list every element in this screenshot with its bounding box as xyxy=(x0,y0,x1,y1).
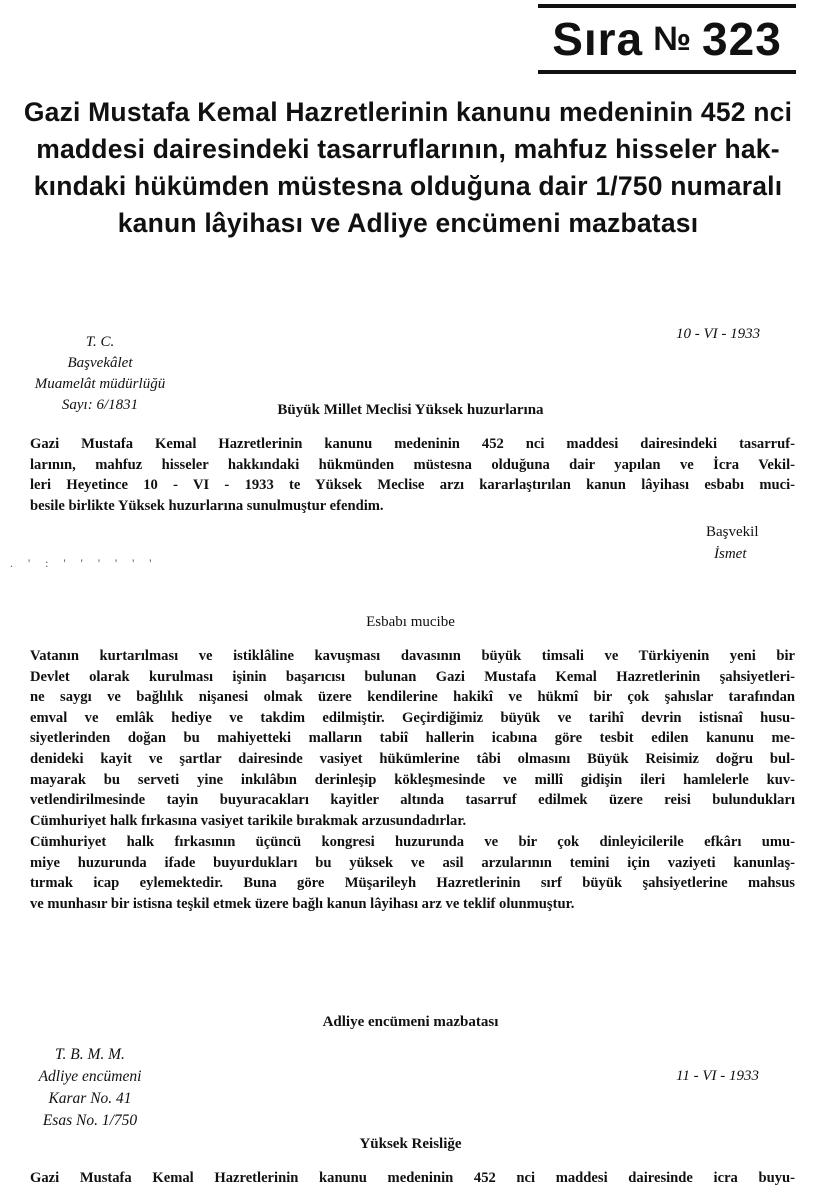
letter-body-line: leri Heyetince 10 - VI - 1933 te Yüksek Meclise arzı kararlaştırılan kanun lâyihası esbabı muci- xyxy=(30,477,795,494)
esbab-line: Cümhuriyet halk fırkasına vasiyet tarikile bırakmak arzusundadırlar. xyxy=(30,812,467,829)
letter-body-line: larının, mahfuz hisseler hakkındaki hükmünden müstesna olduğuna dair yapılan ve İcra Vekil- xyxy=(30,456,795,473)
letter-header-line: Sayı: 6/1831 xyxy=(61,397,139,413)
signature-name: İsmet xyxy=(714,546,747,562)
mazbata-header-line: Adliye encümeni xyxy=(38,1068,142,1085)
esbab-line: vetlendirilmesinde tayin buyuracakları kayitler altında tasarruf edilmek üzere reisi bulundukları xyxy=(30,792,795,809)
sira-number-box xyxy=(538,4,796,74)
mazbata-header-line: Esas No. 1/750 xyxy=(42,1112,138,1129)
letter-header-line: Muamelât müdürlüğü xyxy=(34,376,166,392)
mazbata-heading: Adliye encümeni mazbatası xyxy=(322,1014,499,1030)
title-line: maddesi dairesindeki tasarruflarının, mahfuz hisseler hak- xyxy=(36,134,780,164)
esbab-line: denideki kayit ve şartlar dairesinde vasiyet hükümlerine tâbi olmasını Büyük Reisimiz doğru bul- xyxy=(30,750,795,767)
letter-header-line: T. C. xyxy=(85,334,115,350)
esbab-line: mayarak bu serveti yine inkılâbın derinleşip kökleşmesinde ve millî gidişin ileri hamlelerle kuv- xyxy=(30,771,795,788)
esbab-line: Vatanın kurtarılması ve istiklâline kavuşması davasının büyük timsali ve Türkiyenin yeni bir xyxy=(30,648,795,664)
esbab-line: siyetlerinden doğan bu mahiyetteki malların tabiî hallerin icabına göre tesbit edilen kanunu me- xyxy=(30,730,795,747)
esbab-line: emval ve emlâk hediye ve takdim edilmiştir. Geçirdiğimiz büyük ve tarihî devrin istisnaî husu- xyxy=(30,709,795,726)
letter-body-line: besile birlikte Yüksek huzurlarına sunulmuştur efendim. xyxy=(30,497,384,514)
mazbata-date: 11 - VI - 1933 xyxy=(676,1068,760,1084)
esbab-para-1 xyxy=(30,646,795,831)
letter-body xyxy=(30,434,795,516)
mazbata-header-line: T. B. M. M. xyxy=(55,1046,125,1063)
sira-number: 323 xyxy=(702,13,782,65)
esbab-line: miye huzurunda ifade buyurdukları bu yüksek ve asil arzularının temini için vaziyeti kanunlaş- xyxy=(30,854,795,871)
mazbata-body xyxy=(30,1168,795,1189)
esbab-line: ve munhasır bir istisna teşkil etmek üzere bağlı kanun lâyihası arz ve teklif olunmuştur. xyxy=(30,895,575,912)
title-line: kanun lâyihası ve Adliye encümeni mazbatası xyxy=(117,208,699,238)
esbab-line: Cümhuriyet halk fırkasının üçüncü kongresi huzurunda ve bir çok dinleyicilerile efkârı umu- xyxy=(30,834,795,850)
sira-word: Sıra xyxy=(552,13,644,65)
letter-header-line: Başvekâlet xyxy=(67,355,133,371)
esbab-heading: Esbabı mucibe xyxy=(366,614,455,630)
mazbata-header-line: Karar No. 41 xyxy=(48,1090,132,1107)
mazbata-salutation: Yüksek Reisliğe xyxy=(359,1136,462,1152)
esbab-line: tırmak icap eylemektedir. Buna göre Müşarileyh Hazretlerinin sırf büyük şahsiyetlerine mahsus xyxy=(30,875,795,892)
numero-sign: № xyxy=(653,19,693,58)
scan-specks: . ' : ' ' ' ' ' ' xyxy=(10,556,158,570)
letter-salutation: Büyük Millet Meclisi Yüksek huzurlarına xyxy=(277,402,544,418)
letter-body-line: Gazi Mustafa Kemal Hazretlerinin kanunu medeninin 452 nci maddesi dairesindeki tasarruf- xyxy=(30,436,795,452)
esbab-line: ne saygı ve bağlılık nişanesi olmak üzere kendilerine hakikî ve hükmî bir çok şahıslar tarafından xyxy=(30,689,795,706)
esbab-line: Devlet olarak kurulması işinin başarıcısı bulunan Gazi Mustafa Kemal Hazretlerinin şahsiyetleri- xyxy=(30,668,795,685)
signature-title: Başvekil xyxy=(706,524,759,540)
document-title xyxy=(8,94,808,242)
title-line: Gazi Mustafa Kemal Hazretlerinin kanunu medeninin 452 nci xyxy=(23,97,793,127)
title-line: kındaki hükümden müstesna olduğuna dair 1/750 numaralı xyxy=(33,171,783,201)
mazbata-header xyxy=(10,1044,170,1132)
mazbata-body-line: Gazi Mustafa Kemal Hazretlerinin kanunu medeninin 452 nci maddesi dairesinde icra buyu- xyxy=(30,1170,795,1186)
esbab-para-2 xyxy=(30,832,795,914)
letter-date: 10 - VI - 1933 xyxy=(676,326,761,342)
